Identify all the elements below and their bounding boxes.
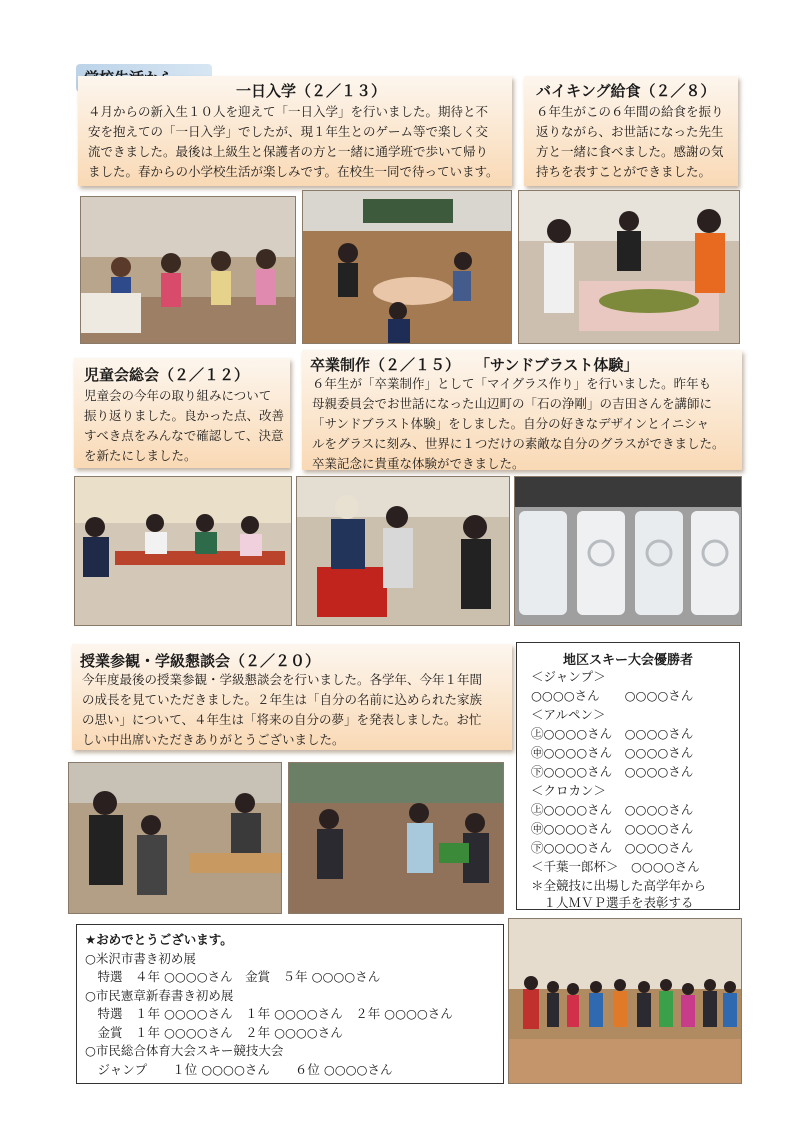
congrats-heading: ★おめでとうございます。 <box>85 932 233 947</box>
entrance-line: 流できました。最後は上級生と保護者の方と一緒に通学班で歩いて帰り <box>88 144 489 159</box>
ski-line: ㊤○○○○さん ○○○○さん <box>531 726 694 741</box>
entrance-photo-2 <box>302 190 512 344</box>
sandblast-photo-2 <box>514 476 742 626</box>
sandblast-line: 「サンドブラスト体験」をしました。自分の好きなデザインとイニシャ <box>312 416 710 431</box>
ski-line: ＜千葉一郎杯＞ ○○○○さん <box>531 859 700 874</box>
entrance-article <box>78 76 512 186</box>
congrats-line: 金賞 １年 ○○○○さん ２年 ○○○○さん <box>85 1024 343 1040</box>
sandblast-body <box>312 374 740 474</box>
visit-photo-1 <box>68 762 282 914</box>
sandblast-title: 卒業制作（２／１５） 「サンドブラスト体験」 <box>310 356 639 374</box>
council-line: 児童会の今年の取り組みについて <box>84 388 272 403</box>
council-photo <box>74 476 292 626</box>
sandblast-line: ルをグラスに刻み、世界に１つだけの素敵な自分のグラスができました。 <box>312 436 725 451</box>
ski-line: ㊤○○○○さん ○○○○さん <box>531 802 694 817</box>
congrats-line: ジャンプ １位 ○○○○さん ６位 ○○○○さん <box>85 1061 393 1077</box>
ski-title: 地区スキー大会優勝者 <box>563 653 694 668</box>
entrance-line: 安を抱えての「一日入学」でしたが、現１年生とのゲーム等で楽しく交 <box>88 124 489 139</box>
entrance-title: 一日入学（２／１３） <box>236 82 387 100</box>
sandblast-photo-1 <box>296 476 510 626</box>
ski-line: １人ＭＶＰ選手を表彰する <box>531 895 694 910</box>
viking-line: ６年生がこの６年間の給食を振り <box>536 104 724 119</box>
viking-photo <box>518 190 740 344</box>
congrats-line: ○米沢市書き初め展 <box>85 950 196 966</box>
ski-line: ㊦○○○○さん ○○○○さん <box>531 840 694 855</box>
ski-line: ＜クロカン＞ <box>531 783 607 798</box>
viking-body <box>536 102 736 182</box>
council-article <box>74 358 290 468</box>
ski-winners-box <box>516 642 740 910</box>
entrance-line: ました。春からの小学校生活が楽しみです。在校生一同で待っています。 <box>88 164 499 179</box>
sandblast-article <box>302 350 742 470</box>
ski-line: ＊全競技に出場した高学年から <box>531 878 707 893</box>
ski-line: ＜アルペン＞ <box>531 707 606 722</box>
ski-line: ＜ジャンプ＞ <box>531 669 606 684</box>
sandblast-line: 母親委員会でお世話になった山辺町の「石の浄剛」の吉田さんを講師に <box>312 396 713 411</box>
entrance-photo-1 <box>80 196 296 344</box>
council-line: すべき点をみんなで確認して、決意 <box>84 428 284 443</box>
ski-line: ㊥○○○○さん ○○○○さん <box>531 745 694 760</box>
visit-line: しい中出席いただきありがとうございました。 <box>82 732 345 747</box>
visit-body <box>82 670 510 750</box>
sandblast-line: 卒業記念に貴重な体験ができました。 <box>312 456 525 471</box>
ski-line: ㊥○○○○さん ○○○○さん <box>531 821 694 836</box>
visit-photo-2 <box>288 762 504 914</box>
visit-line: の成長を見ていただきました。２年生は「自分の名前に込められた家族 <box>82 692 483 707</box>
entrance-line: ４月からの新入生１０人を迎えて「一日入学」を行いました。期待と不 <box>88 104 489 119</box>
visit-line: の思い」について、４年生は「将来の自分の夢」を発表しました。お忙 <box>82 712 482 727</box>
ski-award-photo <box>508 918 742 1084</box>
viking-line: 持ちを表すことができました。 <box>536 164 712 179</box>
council-body <box>84 386 289 466</box>
council-line: 振り返りました。良かった点、改善 <box>84 408 285 423</box>
congrats-box <box>76 924 504 1084</box>
congrats-line: 特選 １年 ○○○○さん １年 ○○○○さん ２年 ○○○○さん <box>85 1006 453 1021</box>
entrance-body <box>88 102 508 182</box>
sandblast-line: ６年生が「卒業制作」として「マイグラス作り」を行いました。昨年も <box>312 376 712 391</box>
council-line: を新たにしました。 <box>84 448 197 463</box>
viking-title: バイキング給食（２／８） <box>536 82 716 100</box>
viking-article <box>524 76 738 186</box>
visit-title: 授業参観・学級懇談会（２／２０） <box>80 652 321 670</box>
congrats-line: ○市民憲章新春書き初め展 <box>85 987 234 1003</box>
viking-line: 方と一緒に食べました。感謝の気 <box>536 144 724 159</box>
visit-article <box>72 644 512 750</box>
council-title: 児童会総会（２／１２） <box>84 366 250 384</box>
ski-line: ㊦○○○○さん ○○○○さん <box>531 764 694 779</box>
viking-line: 返りながら、お世話になった先生 <box>536 124 724 139</box>
congrats-line: 特選 ４年 ○○○○さん 金賞 ５年 ○○○○さん <box>85 969 381 984</box>
congrats-line: ○市民総合体育大会スキー競技大会 <box>85 1043 284 1058</box>
visit-line: 今年度最後の授業参観・学級懇談会を行いました。各学年、今年１年間 <box>82 672 483 687</box>
ski-line: ○○○○さん ○○○○さん <box>531 688 694 703</box>
